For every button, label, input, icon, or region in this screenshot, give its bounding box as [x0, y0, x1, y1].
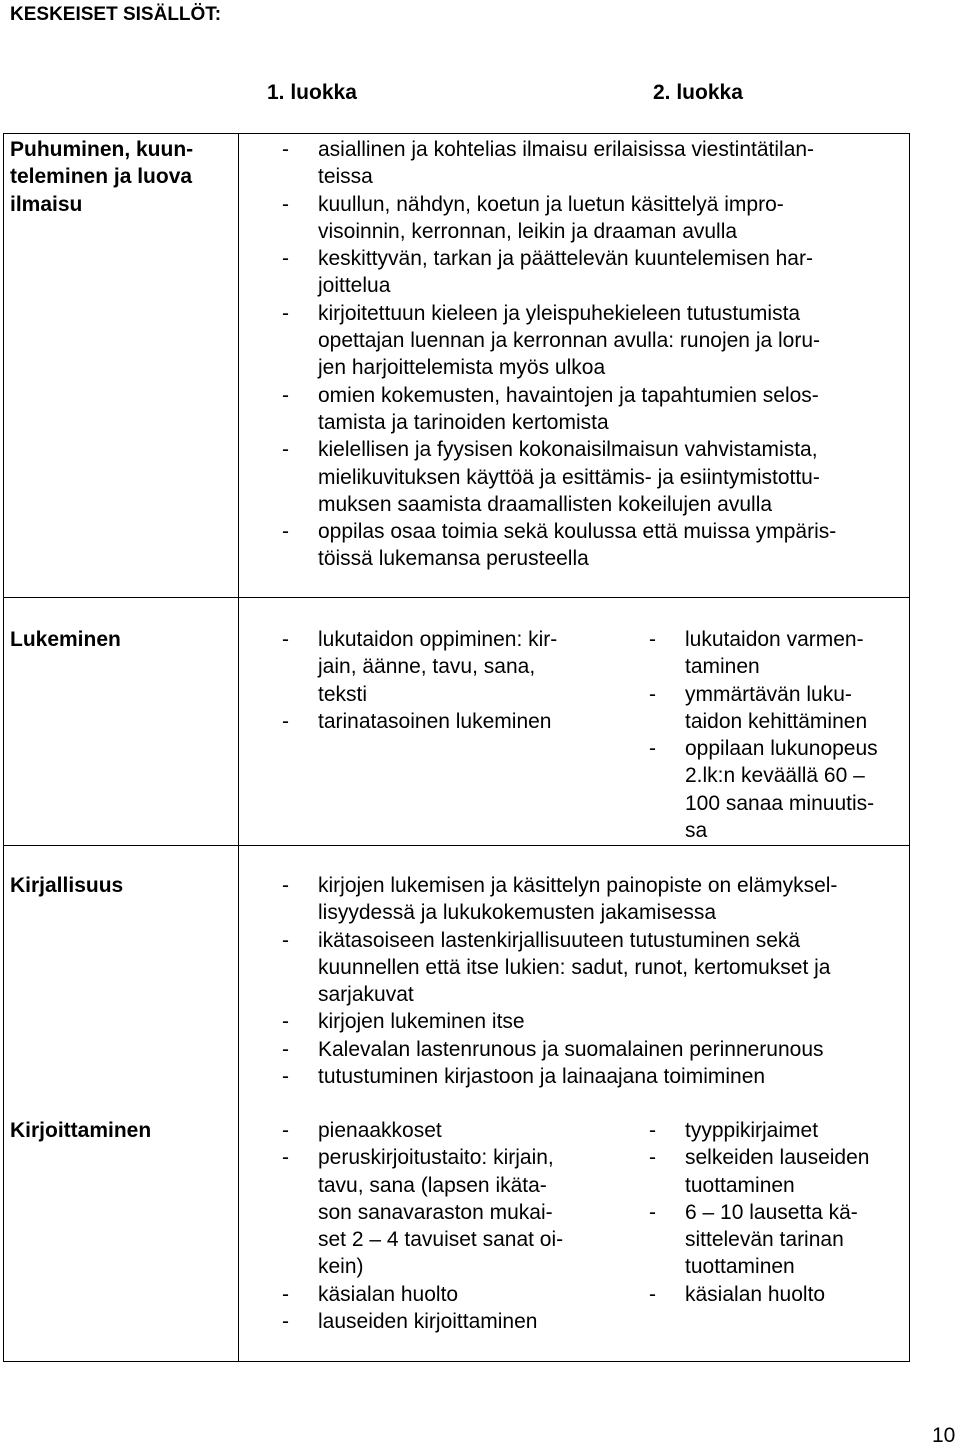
section-label-speaking: Puhuminen, kuun- telеminen ja luova ilmaisu: [10, 138, 194, 216]
page-number: 10: [932, 1424, 956, 1447]
list-item: - omien kokemusten, havaintojen ja tapahtumien selos- tamista ja tarinoiden kertomista: [282, 382, 907, 437]
list-item: - asiallinen ja kohtelias ilmaisu erilaisissa viestintätilan- teissa: [282, 136, 907, 191]
grade-1-header: 1. luokka: [267, 81, 357, 104]
reading-grade2-list: [649, 626, 909, 844]
table-left-border: [3, 133, 4, 1362]
list-item: - tyyppikirjaimet: [649, 1117, 909, 1144]
reading-grade1-list: [282, 626, 602, 735]
list-item: - oppilas osaa toimia sekä koulussa että muissa ympäris- töissä lukemansa perusteella: [282, 518, 907, 573]
row-divider-2: [3, 845, 910, 846]
list-item: - lukutaidon oppiminen: kir- jain, äänne, tavu, sana, teksti: [282, 626, 602, 708]
list-item: - kielellisen ja fyysisen kokonaisilmaisun vahvistamista, mielikuvituksen käyttöä ja esittämis- ja esiintymistottu- muksen saamista draamallisten kokeilujen avulla: [282, 436, 907, 518]
speaking-list: [282, 136, 907, 573]
list-item: - kuullun, nähdyn, koetun ja luetun käsittelyä impro- visoinnin, kerronnan, leikin ja draaman avulla: [282, 191, 907, 246]
list-item: - tarinatasoinen lukeminen: [282, 708, 602, 735]
section-label-writing: Kirjoittaminen: [10, 1119, 152, 1142]
page-heading: KESKEISET SISÄLLÖT:: [10, 4, 222, 25]
list-item: - Kalevalan lastenrunous ja suomalainen perinnerunous: [282, 1036, 907, 1063]
row-divider-1: [3, 597, 910, 598]
table-bottom-border: [3, 1361, 910, 1362]
list-item: - ymmärtävän luku- taidon kehittäminen: [649, 681, 909, 736]
list-item: - tutustuminen kirjastoon ja lainaajana toimiminen: [282, 1063, 907, 1090]
table-right-border: [909, 133, 910, 1362]
list-item: - kirjojen lukemisen ja käsittelyn painopiste on elämyksel- lisyydessä ja lukukokemusten jakamisessa: [282, 872, 907, 927]
list-item: - pienaakkoset: [282, 1117, 602, 1144]
grade-2-header: 2. luokka: [653, 81, 743, 104]
list-item: - keskittyvän, tarkan ja päättelevän kuuntelemisen har- joittelua: [282, 245, 907, 300]
list-item: - 6 – 10 lausetta kä- sittelevän tarinan tuottaminen: [649, 1199, 909, 1281]
section-label-reading: Lukeminen: [10, 628, 121, 651]
literature-list: [282, 872, 907, 1090]
list-item: - lukutaidon varmen- taminen: [649, 626, 909, 681]
list-item: - selkeiden lauseiden tuottaminen: [649, 1144, 909, 1199]
list-item: - kirjoitettuun kieleen ja yleispuhekieleen tutustumista opettajan luennan ja kerronnan avulla: runojen ja loru- jen harjoittelemista myös ulkoa: [282, 300, 907, 382]
list-item: - käsialan huolto: [282, 1281, 602, 1308]
section-label-literature: Kirjallisuus: [10, 874, 124, 897]
list-item: - kirjojen lukeminen itse: [282, 1008, 907, 1035]
column-divider: [238, 133, 239, 1362]
list-item: - peruskirjoitustaito: kirjain, tavu, sana (lapsen ikäta- son sanavaraston mukai- set 2 – 4 tavuiset sanat oi- kein): [282, 1144, 602, 1280]
writing-grade1-list: [282, 1117, 602, 1335]
table-top-border: [3, 133, 910, 134]
list-item: - oppilaan lukunopeus 2.lk:n keväällä 60 – 100 sanaa minuutis- sa: [649, 735, 909, 844]
list-item: - ikätasoiseen lastenkirjallisuuteen tutustuminen sekä kuunnellen että itse lukien: sadut, runot, kertomukset ja sarjakuvat: [282, 927, 907, 1009]
writing-grade2-list: [649, 1117, 909, 1308]
list-item: - käsialan huolto: [649, 1281, 909, 1308]
list-item: - lauseiden kirjoittaminen: [282, 1308, 602, 1335]
